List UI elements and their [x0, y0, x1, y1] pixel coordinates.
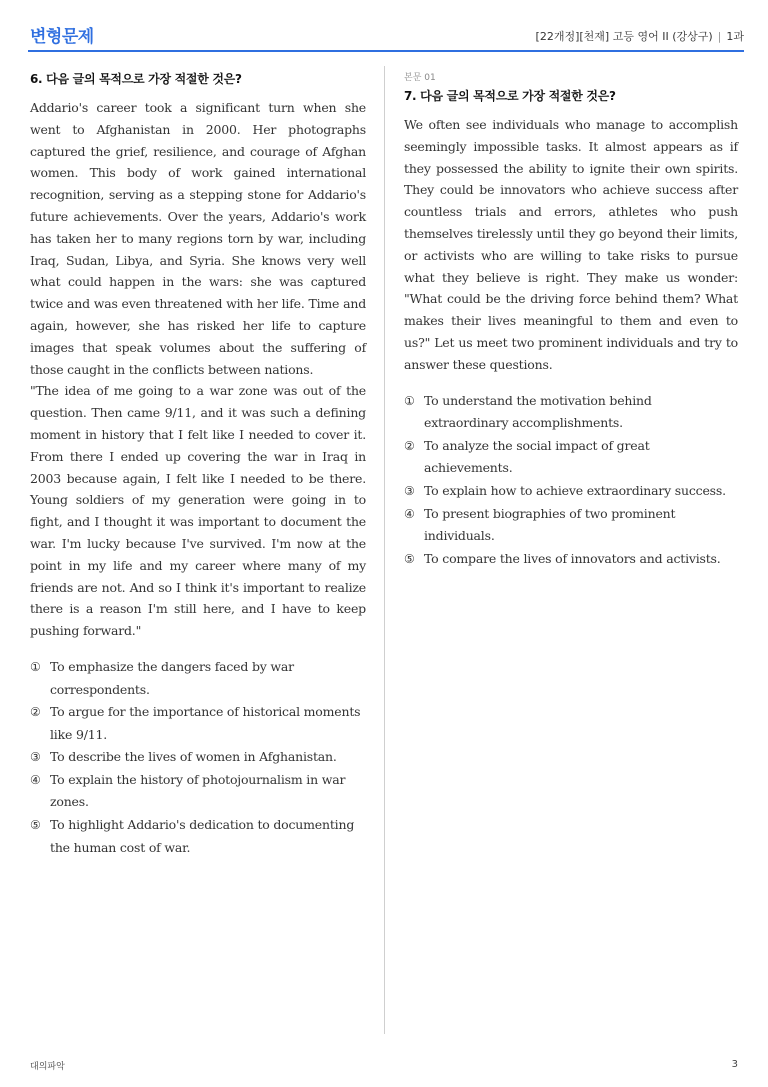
choice-option[interactable]	[404, 503, 738, 548]
choice-option[interactable]	[30, 814, 366, 859]
choice-text: To describe the lives of women in Afghanistan.	[50, 749, 337, 765]
choice-text: To explain the history of photojournalism in war zones.	[50, 771, 346, 810]
choice-number: ⑤	[30, 818, 41, 833]
choice-text: To argue for the importance of historical moments like 9/11.	[50, 704, 361, 742]
page-title: 변형문제	[30, 27, 94, 47]
choice-option[interactable]	[404, 435, 738, 480]
choice-option[interactable]	[30, 656, 366, 701]
choice-text: To analyze the social impact of great achievements.	[424, 437, 650, 476]
header-meta	[536, 28, 744, 44]
question-6-heading: 6. 다음 글의 목적으로 가장 적절한 것은?	[30, 72, 242, 86]
course-info: [22개정][천재] 고등 영어 II (강상구)	[535, 30, 713, 43]
choice-number: ④	[30, 772, 41, 787]
choice-number: ②	[30, 705, 41, 720]
choice-number: ③	[404, 483, 415, 498]
choice-text: To present biographies of two prominent individuals.	[424, 505, 676, 544]
question-7-passage	[404, 114, 738, 376]
choice-option[interactable]	[30, 769, 366, 814]
choice-number: ①	[30, 659, 41, 674]
meta-separator: |	[717, 30, 722, 43]
choice-text: To emphasize the dangers faced by war correspondents.	[50, 658, 294, 697]
passage-paragraph: "The idea of me going to a war zone was out of the question. Then came 9/11, and it was such a defining moment in history that I felt like I needed to cover it. From there I ended up covering the war in Iraq in 2003 because again, I felt like I needed to be there. Young soldiers of my generation were going in to fight, and I thought it was important to document the war. I'm lucky because I've survived. I'm now at the point in my life and my career where many of my friends are not. And so I think it's important to realize there is a reason I'm still here, and I have to keep pushing forward."	[30, 383, 366, 639]
question-7-heading: 7. 다음 글의 목적으로 가장 적절한 것은?	[404, 89, 616, 103]
question-6-passage	[30, 97, 366, 642]
choice-number: ③	[30, 750, 41, 765]
choice-option[interactable]	[30, 701, 366, 746]
page-number: 3	[731, 1059, 738, 1070]
choice-text: To highlight Addario's dedication to documenting the human cost of war.	[50, 817, 355, 855]
source-tag: 본문 01	[404, 73, 436, 83]
choice-text: To explain how to achieve extraordinary success.	[424, 482, 726, 498]
footer-brand: 대의파악	[30, 1062, 65, 1072]
choice-number: ①	[404, 393, 415, 408]
passage-paragraph: We often see individuals who manage to accomplish seemingly impossible tasks. It almost appears as if they possessed the ability to ignite their own spirits. They could be innovators who achieve success after countless trials and errors, athletes who push themselves tirelessly until they go beyond their limits, or activists who are willing to take risks to pursue what they believe is right. They make us wonder: "What could be the driving force behind them? What makes their lives meaningful to them and even to us?" Let us meet two prominent individuals and try to answer these questions.	[404, 117, 738, 372]
question-7-choices	[404, 390, 738, 571]
lesson-label: 1과	[726, 30, 744, 43]
question-6-choices	[30, 656, 366, 859]
question-6	[30, 70, 366, 859]
choice-number: ④	[404, 506, 415, 521]
column-divider	[384, 66, 385, 1034]
choice-option[interactable]	[404, 390, 738, 435]
question-7	[404, 70, 738, 570]
choice-option[interactable]	[30, 746, 366, 769]
choice-number: ⑤	[404, 551, 415, 566]
choice-option[interactable]	[404, 548, 738, 571]
page-header	[28, 18, 744, 52]
choice-number: ②	[404, 438, 415, 453]
passage-paragraph: Addario's career took a significant turn when she went to Afghanistan in 2000. Her photographs captured the grief, resilience, and courage of Afghan women. This body of work gained international recognition, serving as a stepping stone for Addario's future achievements. Over the years, Addario's work has taken her to many regions torn by war, including Iraq, Sudan, Libya, and Syria. She knows very well what could happen in the wars: she was captured twice and was even threatened with her life. Time and again, however, she has risked her life to capture images that speak volumes about the suffering of those caught in the conflicts between nations.	[30, 100, 366, 377]
choice-text: To understand the motivation behind extraordinary accomplishments.	[424, 392, 652, 431]
choice-option[interactable]	[404, 480, 738, 503]
choice-text: To compare the lives of innovators and activists.	[424, 550, 721, 566]
